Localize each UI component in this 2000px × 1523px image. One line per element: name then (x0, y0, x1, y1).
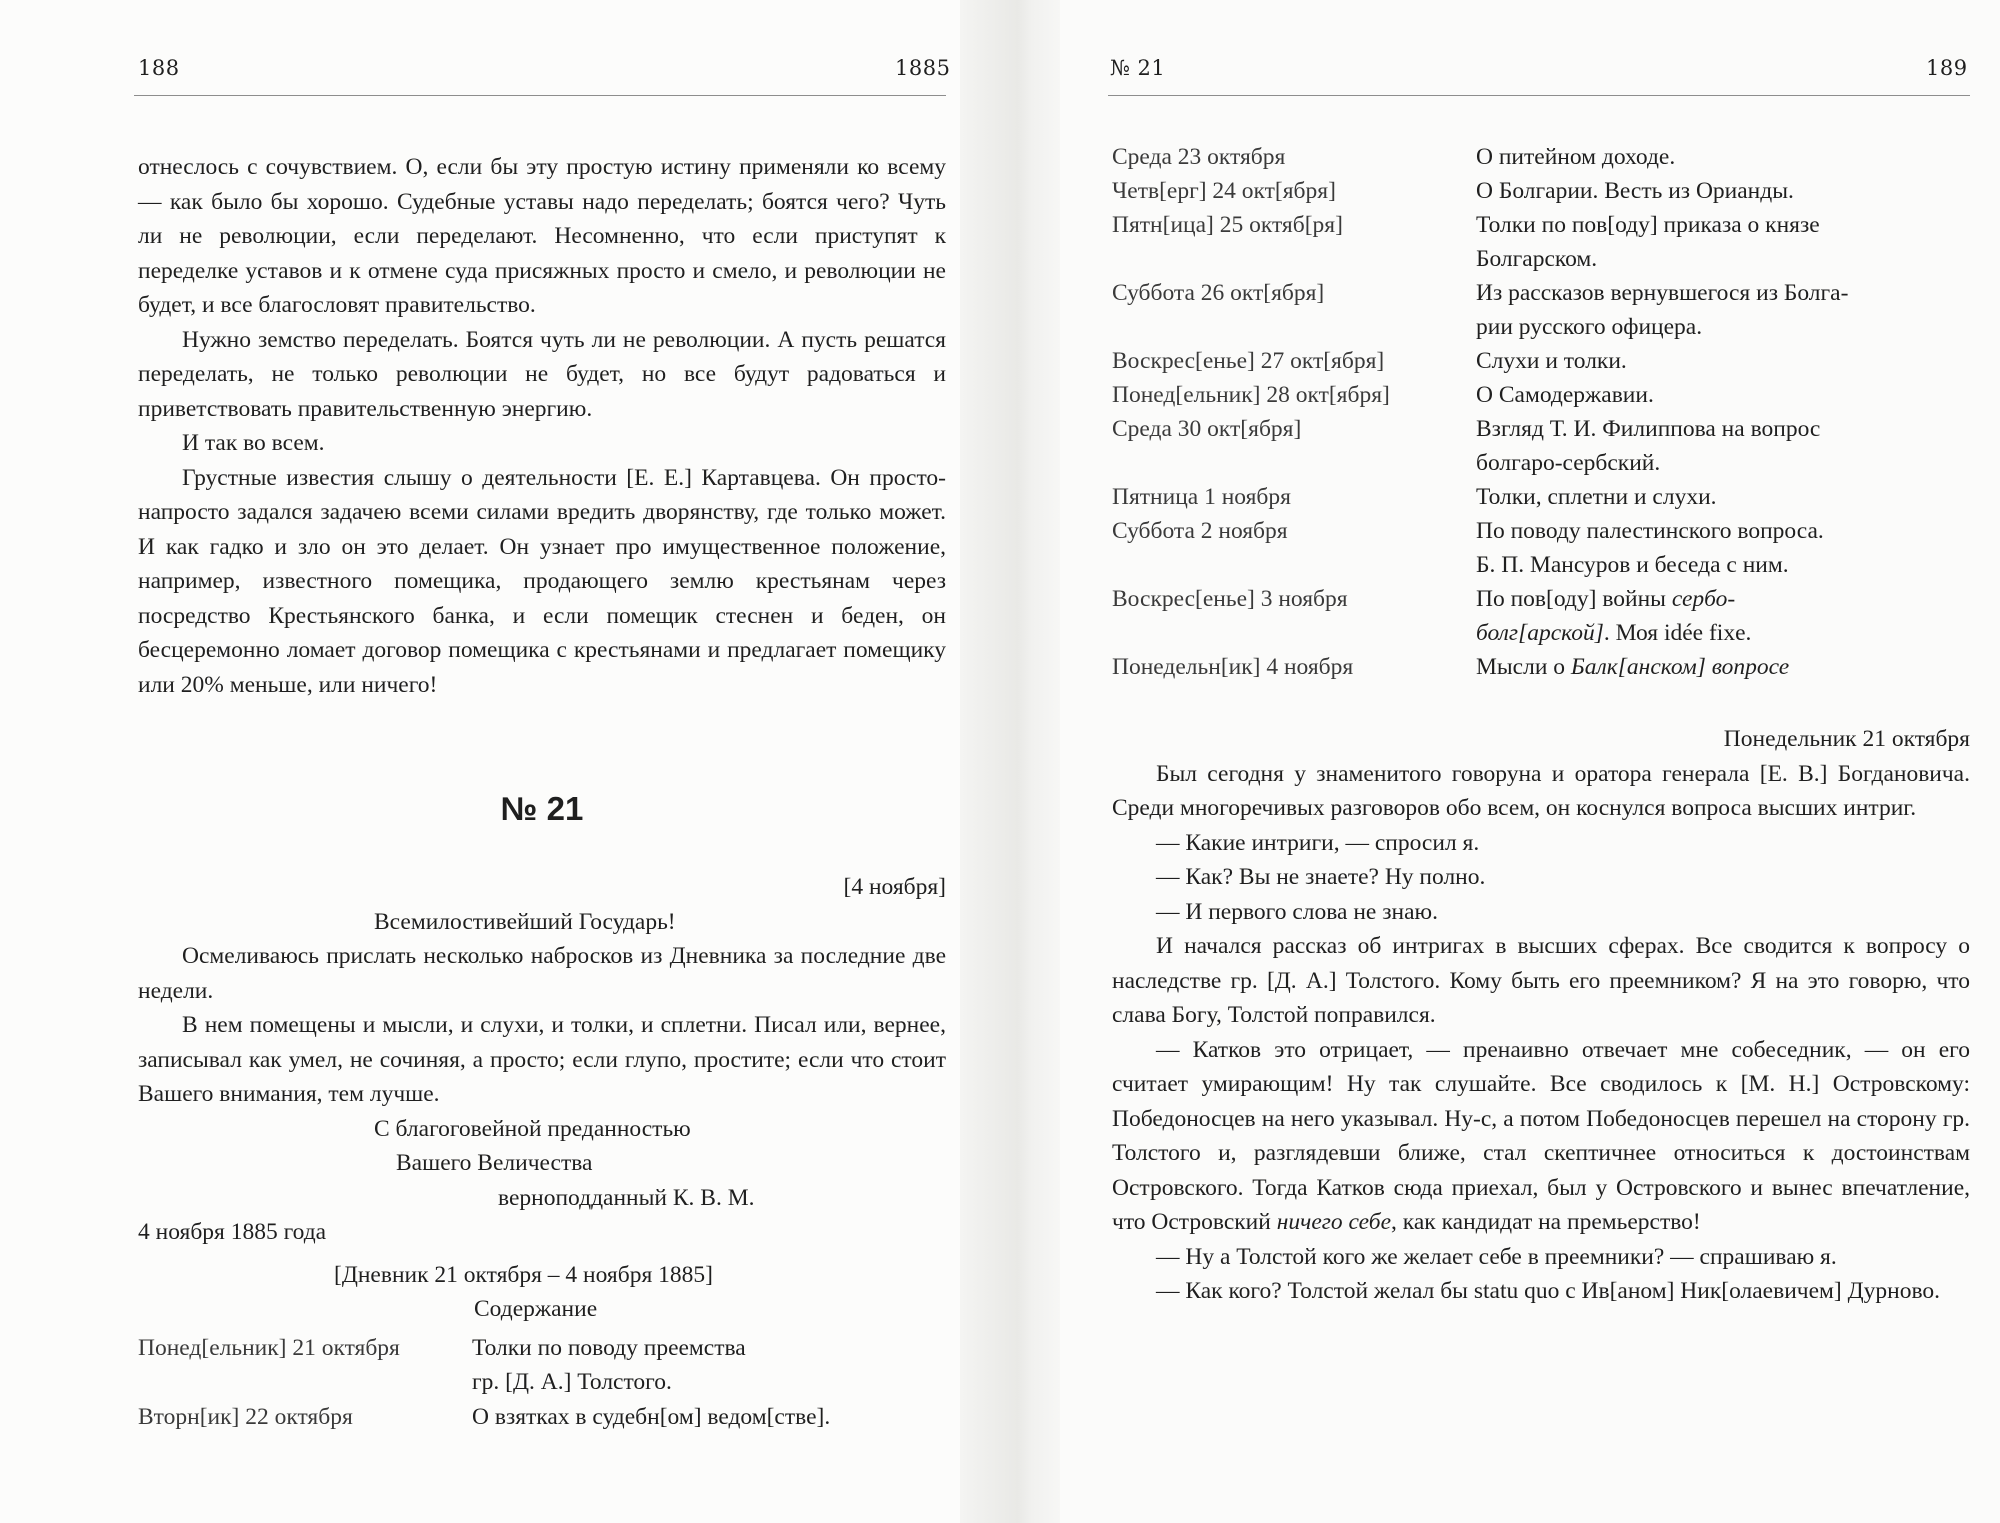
right-running-head: № 21 (1110, 56, 1166, 80)
paragraph: Нужно земство переделать. Боятся чуть ли не революции. А пусть решатся переделать, не только революции не будет, но все будут радоваться и приветствовать правительственную энергию. (138, 326, 946, 422)
paragraph: Осмеливаюсь прислать несколько набросков из Дневника за последние две недели. (138, 943, 946, 1004)
toc-date: Воскрес[енье] 3 ноября (1112, 586, 1348, 612)
paragraph (1112, 1033, 1970, 1240)
toc-entry (1112, 654, 1790, 681)
toc-topic: болгаро-сербский. (1476, 450, 1661, 476)
toc-date: Среда 30 окт[ября] (1112, 416, 1302, 442)
left-page-number: 188 (138, 56, 180, 80)
toc-entry (1112, 144, 1676, 171)
toc-topic: Толки по пов[оду] приказа о князе (1476, 212, 1820, 238)
toc-entry (138, 1404, 831, 1431)
toc-entry (1112, 416, 1821, 476)
toc-topic: О Болгарии. Весть из Орианды. (1476, 178, 1794, 204)
document-number-title: № 21 (500, 790, 584, 827)
toc-entry (138, 1335, 746, 1395)
toc-topic-text: Мысли о (1476, 654, 1571, 680)
toc-entry (1112, 484, 1717, 511)
paragraph-italic: ничего себе (1276, 1209, 1392, 1235)
toc-entry (1112, 348, 1627, 375)
toc-topic-text: . Моя idée fixe. (1603, 620, 1752, 646)
toc-topic: рии русского офицера. (1476, 314, 1703, 340)
toc-topic (1476, 586, 1735, 613)
toc-topic-italic: Балк[анском] вопросе (1570, 654, 1790, 680)
salutation: Всемилостивейший Государь! (374, 908, 676, 935)
toc-date: Четв[ерг] 24 окт[ября] (1112, 178, 1336, 204)
toc-topic-italic: сербо- (1671, 586, 1736, 612)
dialogue-line: — Как? Вы не знаете? Ну полно. (1156, 864, 1486, 890)
toc-topic-italic: болг[арской] (1476, 620, 1604, 646)
toc-topic: Толки, сплетни и слухи. (1476, 484, 1717, 510)
dialogue-line: — Какие интриги, — спросил я. (1156, 829, 1480, 856)
toc-date: Понед[ельник] 28 окт[ября] (1112, 382, 1390, 408)
toc-topic: О взятках в судебн[ом] ведом[стве]. (472, 1404, 831, 1430)
contents-heading: Содержание (474, 1296, 598, 1322)
dialogue-line: — И первого слова не знаю. (1156, 898, 1438, 925)
left-header-rule (134, 95, 946, 96)
toc-date: Среда 23 октября (1112, 144, 1286, 170)
letter-block (138, 870, 946, 1327)
toc-topic: гр. [Д. А.] Толстого. (472, 1369, 672, 1395)
entry-date: Понедельник 21 октября (1723, 726, 1970, 752)
toc-entry (1112, 586, 1752, 646)
toc-date: Вторн[ик] 22 октября (138, 1404, 353, 1430)
right-page-number: 189 (1926, 56, 1968, 80)
paragraph-text: — Катков это отрицает, — пренаивно отвечает мне собеседник, — он его считает умирающим! Ну так слушайте. Все сводилось к [М. Н.] Островскому: Победоносцев на него указывал. Ну-с, а потом Победоносцев перешел на сторону гр. Толстого и, разглядевши ближе, стал скептичнее относиться к достоинствам Островского. Тогда Катков сюда приехал, был у Островского и вынес впечатление, что Островский (1112, 1036, 1970, 1235)
toc-date: Понедельн[ик] 4 ноября (1112, 654, 1354, 680)
paragraph-text: , как кандидат на премьерство! (1391, 1209, 1701, 1235)
toc-topic: О Самодержавии. (1476, 382, 1654, 408)
right-header-rule (1108, 95, 1970, 96)
right-diary-text (1112, 722, 1970, 1309)
toc-topic: Болгарском. (1476, 246, 1598, 272)
date-note: [4 ноября] (843, 874, 946, 900)
toc-date: Пятница 1 ноября (1112, 484, 1291, 510)
toc-date: Воскрес[енье] 27 окт[ября] (1112, 348, 1385, 374)
paragraph: В нем помещены и мысли, и слухи, и толки, и сплетни. Писал или, вернее, записывал как умел, не сочиняя, а просто; если глупо, простите; если что стоит Вашего внимания, тем лучше. (138, 1012, 946, 1107)
letter-date: 4 ноября 1885 года (138, 1219, 327, 1245)
toc-entry (1112, 280, 1849, 340)
toc-entry (1112, 382, 1654, 409)
paragraph: — Как кого? Толстой желал бы statu quo с Ив[аном] Ник[олаевичем] Дурново. (1156, 1278, 1941, 1304)
toc-topic: Слухи и толки. (1476, 348, 1627, 374)
paragraph: отнеслось с сочувствием. О, если бы эту простую истину применяли ко всему — как было бы хорошо. Судебные уставы надо переделать; боятся чего? Чуть ли не революции, если переделают. Несомненно, что если приступят к переделке уставов и к отмене суда присяжных просто и смело, и революции не будет, и все благословят правительство. (138, 154, 946, 318)
toc-date: Понед[ельник] 21 октября (138, 1335, 400, 1361)
toc-topic-text: По пов[оду] войны (1476, 586, 1672, 612)
toc-topic (1476, 654, 1789, 681)
toc-topic (1476, 620, 1751, 647)
paragraph: И начался рассказ об интригах в высших сферах. Все сводится к вопросу о наследстве гр. [Д. А.] Толстого. Кому быть его преемником? Я на это говорю, что слава Богу, Толстой поправился. (1112, 933, 1970, 1028)
paragraph: И так во всем. (182, 430, 325, 456)
closing-line: Вашего Величества (396, 1150, 593, 1176)
toc-entry (1112, 518, 1824, 578)
toc-date: Суббота 2 ноября (1112, 518, 1288, 544)
paragraph: — Ну а Толстой кого же желает себе в преемники? — спрашиваю я. (1156, 1243, 1837, 1270)
right-page (1060, 0, 2000, 1523)
signature: верноподданный К. В. М. (498, 1184, 755, 1211)
toc-entry (1112, 212, 1820, 272)
paragraph: Грустные известия слышу о деятельности [Е. Е.] Картавцева. Он просто-напросто задался задачею всеми силами вредить дворянству, где только может. И как гадко и зло он это делает. Он узнает про имущественное положение, например, известного помещика, продающего землю крестьянам через посредство Крестьянского банка, и если помещик стеснен и беден, он бесцеремонно ломает договор помещика с крестьянами и предлагает помещику или 20% меньше, или ничего! (138, 464, 946, 698)
toc-entry (1112, 178, 1794, 205)
closing-line: С благоговейной преданностью (374, 1115, 691, 1142)
left-opening-text (138, 150, 946, 702)
toc-topic: Б. П. Мансуров и беседа с ним. (1476, 552, 1789, 578)
toc-topic: Из рассказов вернувшегося из Болга- (1476, 280, 1849, 306)
toc-date: Пятн[ица] 25 октяб[ря] (1112, 212, 1343, 238)
toc-topic: О питейном доходе. (1476, 144, 1676, 170)
diary-heading: [Дневник 21 октября – 4 ноября 1885] (334, 1261, 713, 1288)
toc-topic: Толки по поводу преемства (472, 1335, 746, 1361)
toc-topic: Взгляд Т. И. Филиппова на вопрос (1476, 416, 1821, 442)
toc-date: Суббота 26 окт[ября] (1112, 280, 1325, 306)
toc-topic: По поводу палестинского вопроса. (1476, 518, 1824, 544)
paragraph: Был сегодня у знаменитого говоруна и оратора генерала [Е. В.] Богдановича. Среди многоречивых разговоров обо всем, он коснулся вопроса высших интриг. (1112, 760, 1970, 821)
left-running-head: 1885 (895, 56, 951, 80)
